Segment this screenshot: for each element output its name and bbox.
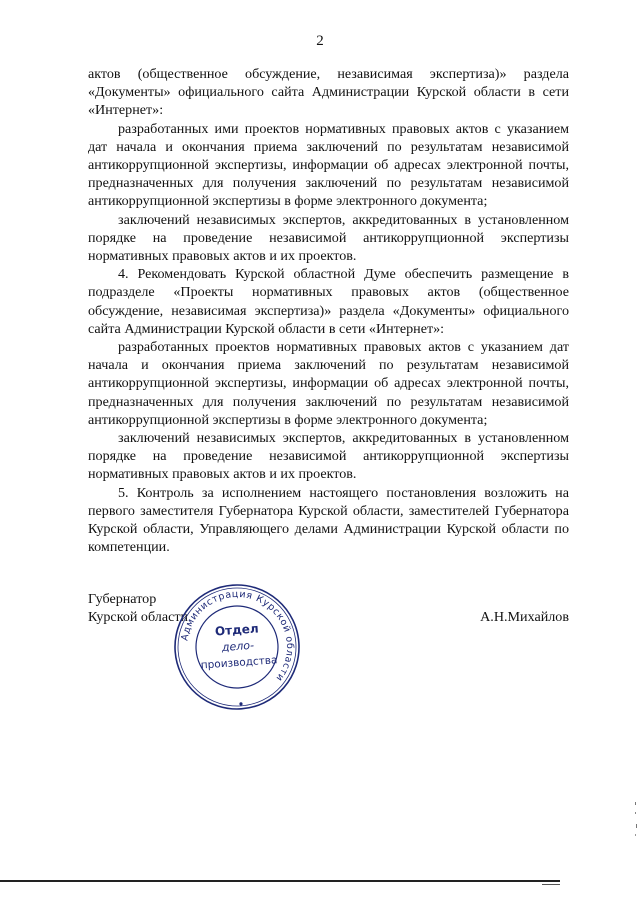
stamp-ring-text: Администрация Курской области xyxy=(179,588,296,684)
paragraph-3: заключений независимых экспертов, аккредитованных в установленном порядке на проведение независимой антикоррупционной экспертизы нормативных правовых актов и их проектов. xyxy=(88,211,569,265)
stamp-center-line2: дело- xyxy=(221,638,255,655)
paragraph-1: актов (общественное обсуждение, независимая экспертиза)» раздела «Документы» официального сайта Администрации Курской области в сети «Интернет»: xyxy=(88,66,569,119)
official-stamp xyxy=(168,578,307,717)
stamp-center-line3: производства xyxy=(200,654,278,672)
signer-name: А.Н.Михайлов xyxy=(480,609,569,625)
signer-title-line1: Губернатор xyxy=(88,591,157,607)
bottom-divider xyxy=(0,880,560,882)
paragraph-7: 5. Контроль за исполнением настоящего постановления возложить на первого заместителя Губернатора Курской области, заместителей Губернатора Курской области, Управляющего делами Администрации Курской области по компетенции. xyxy=(88,484,569,556)
paragraph-2: разработанных ими проектов нормативных правовых актов с указанием дат начала и окончания приема заключений по результатам независимой антикоррупционной экспертизы, информации об адресах электронной почты, предназначенных для получения заключений по результатам независимой антикоррупционной экспертизы в форме электронного документа; xyxy=(88,120,569,210)
scan-edge-specks xyxy=(634,800,638,840)
stamp-center-line1: Отдел xyxy=(214,621,260,639)
paragraph-5: разработанных проектов нормативных правовых актов с указанием дат начала и окончания приема заключений по результатам независимой антикоррупционной экспертизы, информации об адресах электронной почты, предназначенных для получения заключений по результатам независимой антикоррупционной экспертизы в форме электронного документа; xyxy=(88,339,569,428)
document-body xyxy=(88,65,569,556)
page-number: 2 xyxy=(316,33,324,49)
paragraph-6: заключений независимых экспертов, аккредитованных в установленном порядке на проведение независимой антикоррупционной экспертизы нормативных правовых актов и их проектов. xyxy=(88,430,569,483)
paragraph-4: 4. Рекомендовать Курской областной Думе обеспечить размещение в подразделе «Проекты нормативных правовых актов (общественное обсуждение, независимая экспертиза)» раздела «Документы» официального сайта Администрации Курской области в сети «Интернет»: xyxy=(88,266,569,337)
bottom-divider-end xyxy=(542,884,560,885)
signer-title-line2: Курской области xyxy=(88,609,189,626)
